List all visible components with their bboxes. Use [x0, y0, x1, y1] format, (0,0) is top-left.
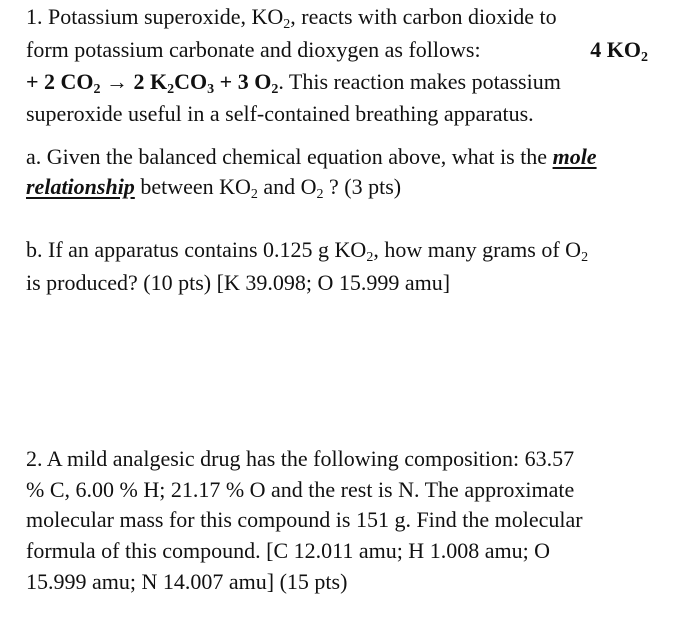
subscript: 2 [283, 17, 291, 32]
q1-text: form potassium carbonate and dioxygen as follows: [26, 37, 481, 62]
q1-text: . This reaction makes potassium [278, 69, 561, 94]
q2-line-5: 15.999 amu; N 14.007 amu] (15 pts) [26, 569, 348, 594]
q1-line-4: superoxide useful in a self-contained breathing apparatus. [26, 101, 534, 126]
q1-text: , reacts with carbon dioxide to [290, 4, 557, 29]
q1b-line-2: is produced? (10 pts) [K 39.098; O 15.999 amu] [26, 270, 451, 295]
q2-line-4: formula of this compound. [C 12.011 amu; H 1.008 amu; O [26, 538, 551, 563]
emphasis-mole: mole [552, 144, 597, 169]
q2-line-2: % C, 6.00 % H; 21.17 % O and the rest is N. The approximate [26, 477, 575, 502]
q1-text: 1. Potassium superoxide, KO [26, 4, 284, 29]
q1a-line-2: relationship between $KO_2$ and $O_2$ ? (3 pts) [26, 174, 402, 202]
q2-line-3: molecular mass for this compound is 151 g. Find the molecular [26, 507, 583, 532]
q1a-line-1: a. Given the balanced chemical equation above, what is the mole [26, 144, 597, 169]
q2-line-1: 2. A mild analgesic drug has the following composition: 63.57 [26, 446, 575, 471]
equation-reactant-ko2: 4 $KO_2$ [590, 37, 648, 65]
q1-line-1 [26, 4, 557, 30]
emphasis-relationship: relationship [26, 174, 135, 199]
q1b-line-1: b. If an apparatus contains 0.125 g $KO_2$, how many grams of $O_2$ [26, 237, 589, 265]
q1-line-2 [26, 37, 674, 63]
q1-line-3-equation: + 2 $CO_2 \to 2$ $K_2CO_3 + 3$ $O_2$. This reaction makes potassium [26, 69, 561, 97]
